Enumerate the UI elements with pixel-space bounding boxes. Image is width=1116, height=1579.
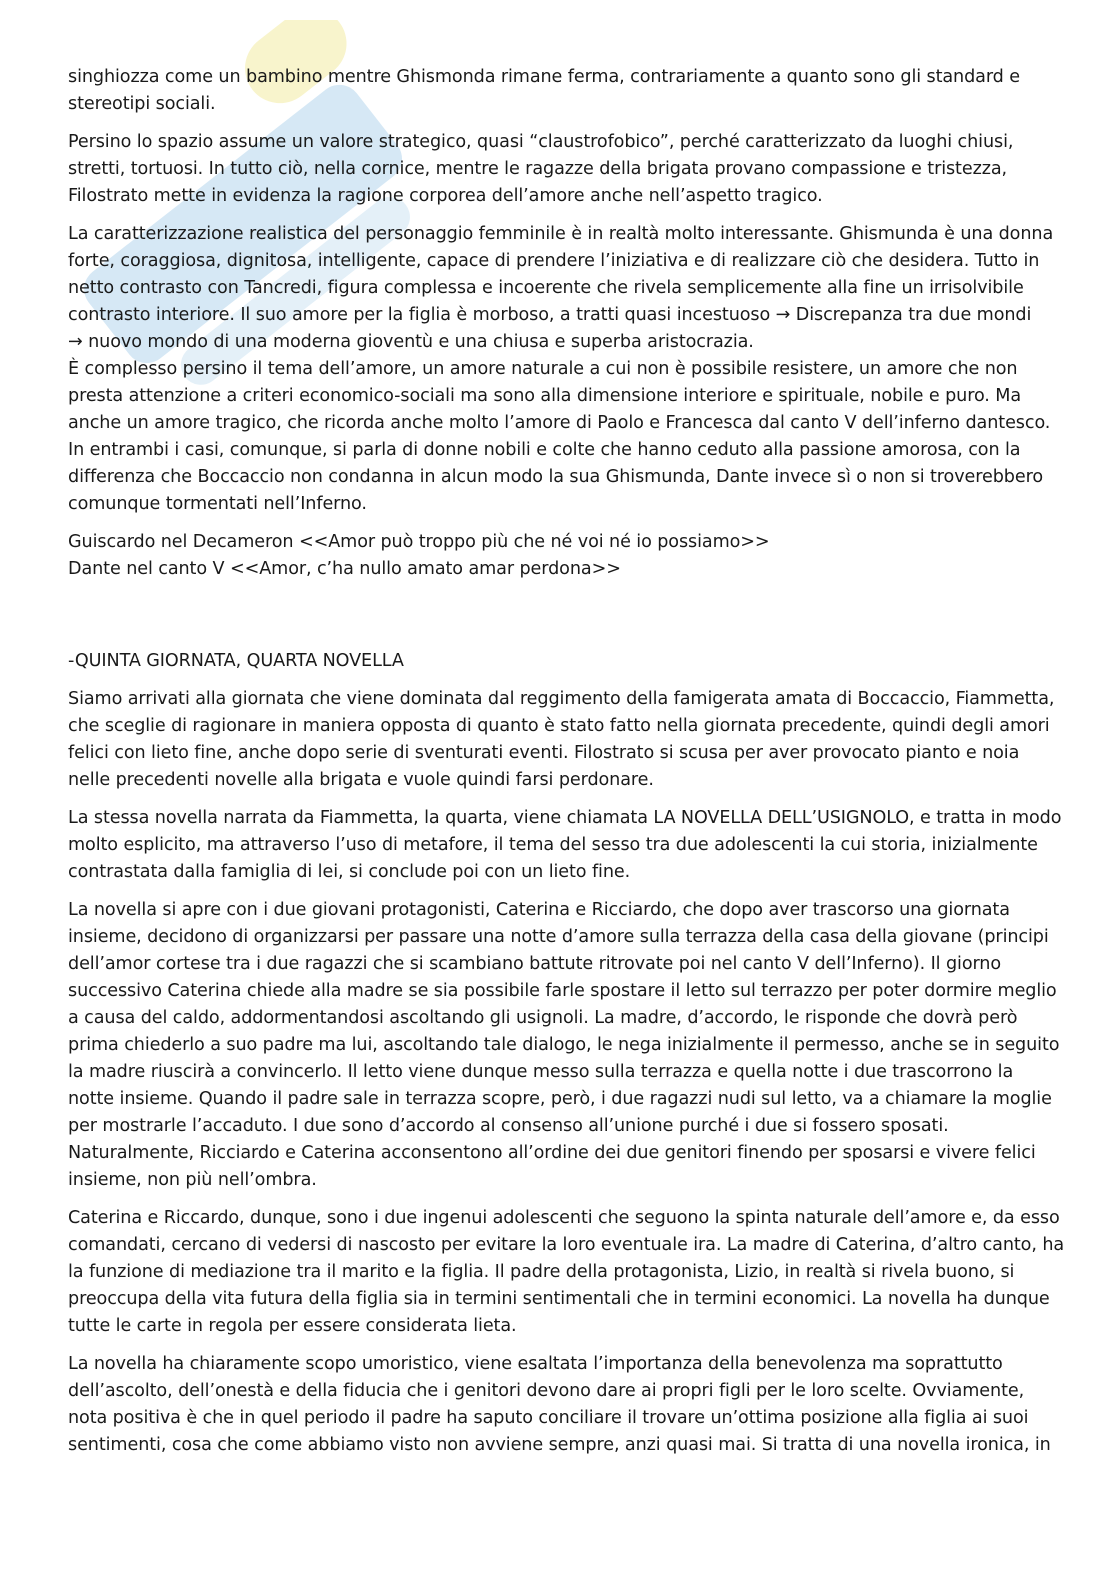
document-page	[68, 64, 1065, 1470]
text-line: In entrambi i casi, comunque, si parla di donne nobili e colte che hanno ceduto alla passione amorosa, con la	[68, 440, 1021, 460]
text-line: anche un amore tragico, che ricorda anche molto l’amore di Paolo e Francesca dal canto V dell’inferno dantesco.	[68, 413, 1051, 433]
text-line: comunque tormentati nell’Inferno.	[68, 494, 367, 514]
paragraph	[68, 529, 1053, 583]
text-line: La caratterizzazione realistica del personaggio femminile è in realtà molto interessante. Ghismunda è una donna	[68, 224, 1054, 244]
text-line: a causa del caldo, addormentandosi ascoltando gli usignoli. La madre, d’accordo, le risponde che dovrà però	[68, 1008, 1018, 1028]
text-line: stretti, tortuosi. In tutto ciò, nella cornice, mentre le ragazze della brigata provano compassione e tristezza,	[68, 159, 1008, 179]
text-line: Dante nel canto V <<Amor, c’ha nullo amato amar perdona>>	[68, 559, 621, 579]
text-line: → nuovo mondo di una moderna gioventù e una chiusa e superba aristocrazia.	[68, 332, 754, 352]
text-line: che sceglie di ragionare in maniera opposta di quanto è stato fatto nella giornata precedente, quindi degli amori	[68, 716, 1050, 736]
paragraph	[68, 1205, 1065, 1340]
text-line: Persino lo spazio assume un valore strategico, quasi “claustrofobico”, perché caratterizzato da luoghi chiusi,	[68, 132, 1014, 152]
document-body-part1	[68, 64, 1053, 583]
text-line: nelle precedenti novelle alla brigata e vuole quindi farsi perdonare.	[68, 770, 654, 790]
text-line: la madre riuscirà a convincerlo. Il letto viene dunque messo sulla terrazza e quella notte i due trascorrono la	[68, 1062, 1014, 1082]
paragraph	[68, 686, 1053, 794]
text-line: Naturalmente, Ricciardo e Caterina acconsentono all’ordine dei due genitori finendo per sposarsi e vivere felici	[68, 1143, 1036, 1163]
text-line: nota positiva è che in quel periodo il padre ha saputo conciliare il trovare un’ottima posizione alla figlia ai suoi	[68, 1408, 1029, 1428]
text-line: dell’amor cortese tra i due ragazzi che si scambiano battute ritrovate poi nel canto V dell’Inferno). Il giorno	[68, 954, 1002, 974]
paragraph	[68, 64, 1053, 118]
text-line: Siamo arrivati alla giornata che viene dominata dal reggimento della famigerata amata di Boccaccio, Fiammetta,	[68, 689, 1055, 709]
text-line: tutte le carte in regola per essere considerata lieta.	[68, 1316, 517, 1336]
text-line: prima chiederlo a suo padre ma lui, ascoltando tale dialogo, le nega inizialmente il permesso, anche se in seguito	[68, 1035, 1060, 1055]
text-line: La novella si apre con i due giovani protagonisti, Caterina e Ricciardo, che dopo aver trascorso una giornata	[68, 900, 1010, 920]
text-line: contrastata dalla famiglia di lei, si conclude poi con un lieto fine.	[68, 862, 631, 882]
text-line: per mostrarle l’accaduto. I due sono d’accordo al consenso all’unione purché i due si fossero sposati.	[68, 1116, 949, 1136]
text-line: La novella ha chiaramente scopo umoristico, viene esaltata l’importanza della benevolenza ma soprattutto	[68, 1354, 1003, 1374]
text-line: comandati, cercano di vedersi di nascosto per evitare la loro eventuale ira. La madre di Caterina, d’altro canto, ha	[68, 1235, 1065, 1255]
paragraph	[68, 897, 1060, 1194]
text-line: insieme, non più nell’ombra.	[68, 1170, 317, 1190]
text-line: sentimenti, cosa che come abbiamo visto non avviene sempre, anzi quasi mai. Si tratta di una novella ironica, in	[68, 1435, 1051, 1455]
text-line: molto esplicito, ma attraverso l’uso di metafore, il tema del sesso tra due adolescenti la cui storia, inizialmente	[68, 835, 1038, 855]
text-line: La stessa novella narrata da Fiammetta, la quarta, viene chiamata LA NOVELLA DELL’USIGNOLO, e tratta in modo	[68, 808, 1062, 828]
text-line: netto contrasto con Tancredi, figura complessa e incoerente che rivela semplicemente alla fine un irrisolvibile	[68, 278, 1024, 298]
section-heading: -QUINTA GIORNATA, QUARTA NOVELLA	[68, 651, 404, 671]
text-line: Filostrato mette in evidenza la ragione corporea dell’amore anche nell’aspetto tragico.	[68, 186, 823, 206]
paragraph	[68, 1351, 1053, 1459]
text-line: È complesso persino il tema dell’amore, un amore naturale a cui non è possibile resistere, un amore che non	[68, 359, 1018, 379]
paragraph	[68, 805, 1062, 886]
section-gap	[68, 594, 1053, 648]
text-line: stereotipi sociali.	[68, 94, 216, 114]
text-line: la funzione di mediazione tra il marito e la figlia. Il padre della protagonista, Lizio, in realtà si rivela buono, si	[68, 1262, 1015, 1282]
text-line: forte, coraggiosa, dignitosa, intelligente, capace di prendere l’iniziativa e di realizzare ciò che desidera. Tutto in	[68, 251, 1040, 271]
text-line: singhiozza come un bambino mentre Ghismonda rimane ferma, contrariamente a quanto sono gli standard e	[68, 67, 1020, 87]
document-body-part2	[68, 686, 1065, 1459]
text-line: notte insieme. Quando il padre sale in terrazza scopre, però, i due ragazzi nudi sul letto, va a chiamare la moglie	[68, 1089, 1052, 1109]
paragraph	[68, 129, 1053, 210]
text-line: dell’ascolto, dell’onestà e della fiducia che i genitori devono dare ai propri figli per le loro scelte. Ovviamente,	[68, 1381, 1025, 1401]
text-line: presta attenzione a criteri economico-sociali ma sono alla dimensione interiore e spirituale, nobile e puro. Ma	[68, 386, 1022, 406]
text-line: felici con lieto fine, anche dopo serie di sventurati eventi. Filostrato si scusa per aver provocato pianto e noia	[68, 743, 1020, 763]
paragraph	[68, 221, 1053, 518]
text-line: contrasto interiore. Il suo amore per la figlia è morboso, a tratti quasi incestuoso → Discrepanza tra due mondi	[68, 305, 1032, 325]
text-line: preoccupa della vita futura della figlia sia in termini sentimentali che in termini economici. La novella ha dunque	[68, 1289, 1050, 1309]
text-line: successivo Caterina chiede alla madre se sia possibile farle spostare il letto sul terrazzo per poter dormire meglio	[68, 981, 1057, 1001]
text-line: Caterina e Riccardo, dunque, sono i due ingenui adolescenti che seguono la spinta naturale dell’amore e, da esso	[68, 1208, 1060, 1228]
text-line: Guiscardo nel Decameron <<Amor può troppo più che né voi né io possiamo>>	[68, 532, 770, 552]
text-line: differenza che Boccaccio non condanna in alcun modo la sua Ghismunda, Dante invece sì o non si troverebbero	[68, 467, 1043, 487]
text-line: insieme, decidono di organizzarsi per passare una notte d’amore sulla terrazza della casa della giovane (principi	[68, 927, 1049, 947]
